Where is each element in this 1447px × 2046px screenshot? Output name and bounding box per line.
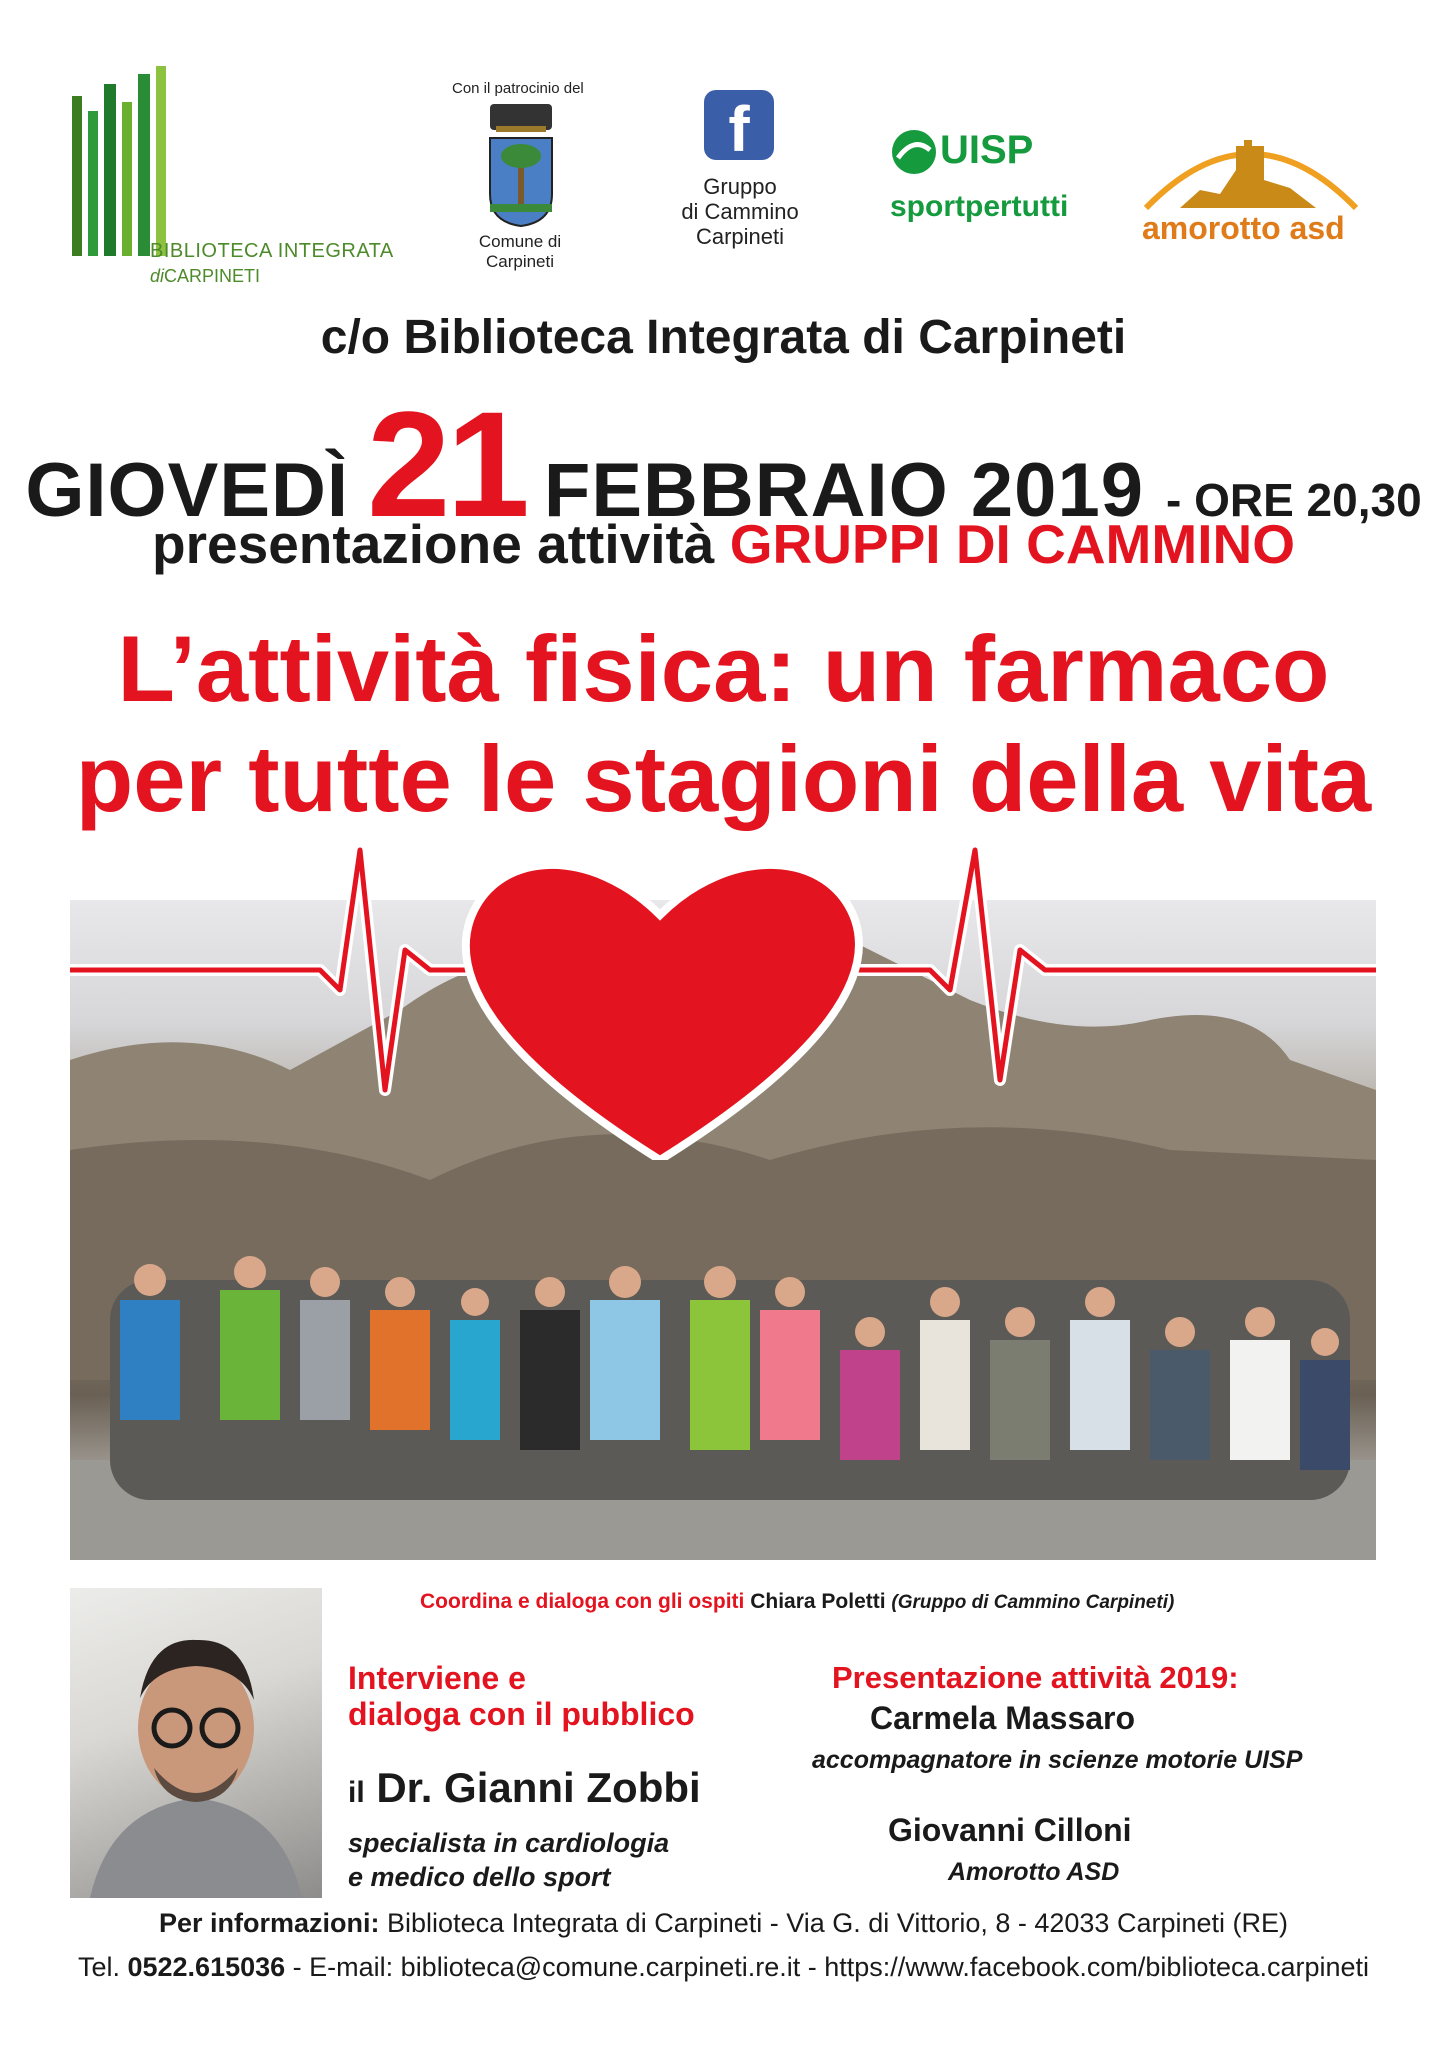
presenter2-role: Amorotto ASD xyxy=(948,1858,1120,1886)
uisp-logo-text: UISP xyxy=(940,128,1034,172)
presentation-highlight: GRUPPI DI CAMMINO xyxy=(729,513,1295,575)
phone-number[interactable]: 0522.615036 xyxy=(127,1952,286,1982)
comune-label: Comune di Carpineti xyxy=(478,232,562,271)
heartbeat-heart-graphic xyxy=(70,830,1376,1160)
presenter1-role: accompagnatore in scienze motorie UISP xyxy=(812,1746,1303,1774)
coordinator-name: Chiara Poletti xyxy=(750,1590,886,1613)
venue-heading: c/o Biblioteca Integrata di Carpineti xyxy=(320,311,1127,364)
info-address: Biblioteca Integrata di Carpineti - Via G. di Vittorio, 8 - 42033 Carpineti (RE) xyxy=(387,1908,1288,1938)
group-photo-crowd xyxy=(70,1200,1376,1560)
amorotto-logo-text: amorotto asd xyxy=(1142,210,1345,246)
presenter2-name: Giovanni Cilloni xyxy=(888,1812,1132,1848)
biblioteca-logo-subtext: diCARPINETI xyxy=(150,266,261,286)
speaker-roles: specialista in cardiologia e medico dello sport xyxy=(348,1828,670,1892)
coordinator-group: (Gruppo di Cammino Carpineti) xyxy=(891,1592,1175,1613)
patrocinio-label: Con il patrocinio del xyxy=(452,80,584,97)
speaker-portrait xyxy=(70,1588,322,1898)
event-month-year: FEBBRAIO 2019 xyxy=(543,448,1144,533)
biblioteca-logo-text: BIBLIOTECA INTEGRATA xyxy=(150,240,394,262)
comune-coat-of-arms-icon xyxy=(476,104,566,228)
uisp-logo-icon xyxy=(890,128,938,176)
presenter1-name: Carmela Massaro xyxy=(870,1700,1136,1736)
event-date-number: 21 xyxy=(367,380,526,548)
contact-line: Tel. 0522.615036 - E-mail: biblioteca@comune.carpineti.re.it - https://www.facebook.com/biblioteca.carpineti xyxy=(77,1952,1370,1982)
event-time: - ORE 20,30 xyxy=(1165,474,1422,526)
speaker-name-line: il Dr. Gianni Zobbi xyxy=(348,1764,701,1811)
event-title-line1: L’attività fisica: un farmaco xyxy=(117,616,1330,721)
amorotto-castle-icon xyxy=(1140,110,1362,210)
info-line: Per informazioni: Biblioteca Integrata di Carpineti - Via G. di Vittorio, 8 - 42033 Carpineti (RE) xyxy=(158,1908,1288,1938)
contact-links[interactable]: - E-mail: biblioteca@comune.carpineti.re.it - https://www.facebook.com/biblioteca.carpineti xyxy=(292,1952,1370,1982)
presentation-line: presentazione attività GRUPPI DI CAMMINO xyxy=(152,513,1295,575)
event-title-line2: per tutte le stagioni della vita xyxy=(75,726,1372,831)
speaker-name: Dr. Gianni Zobbi xyxy=(376,1764,701,1811)
coordinator-line: Coordina e dialoga con gli ospiti Chiara Poletti (Gruppo di Cammino Carpineti) xyxy=(420,1590,1175,1613)
facebook-icon: f xyxy=(704,90,774,160)
event-day: GIOVEDÌ xyxy=(25,448,350,533)
speaker-intro: Interviene e dialoga con il pubblico xyxy=(348,1660,695,1732)
uisp-tagline: sportpertutti xyxy=(890,190,1069,223)
biblioteca-logo-bars xyxy=(72,66,172,256)
presentation-2019-label: Presentazione attività 2019: xyxy=(832,1660,1239,1695)
gruppo-cammino-label: Gruppo di Cammino Carpineti xyxy=(681,174,799,249)
